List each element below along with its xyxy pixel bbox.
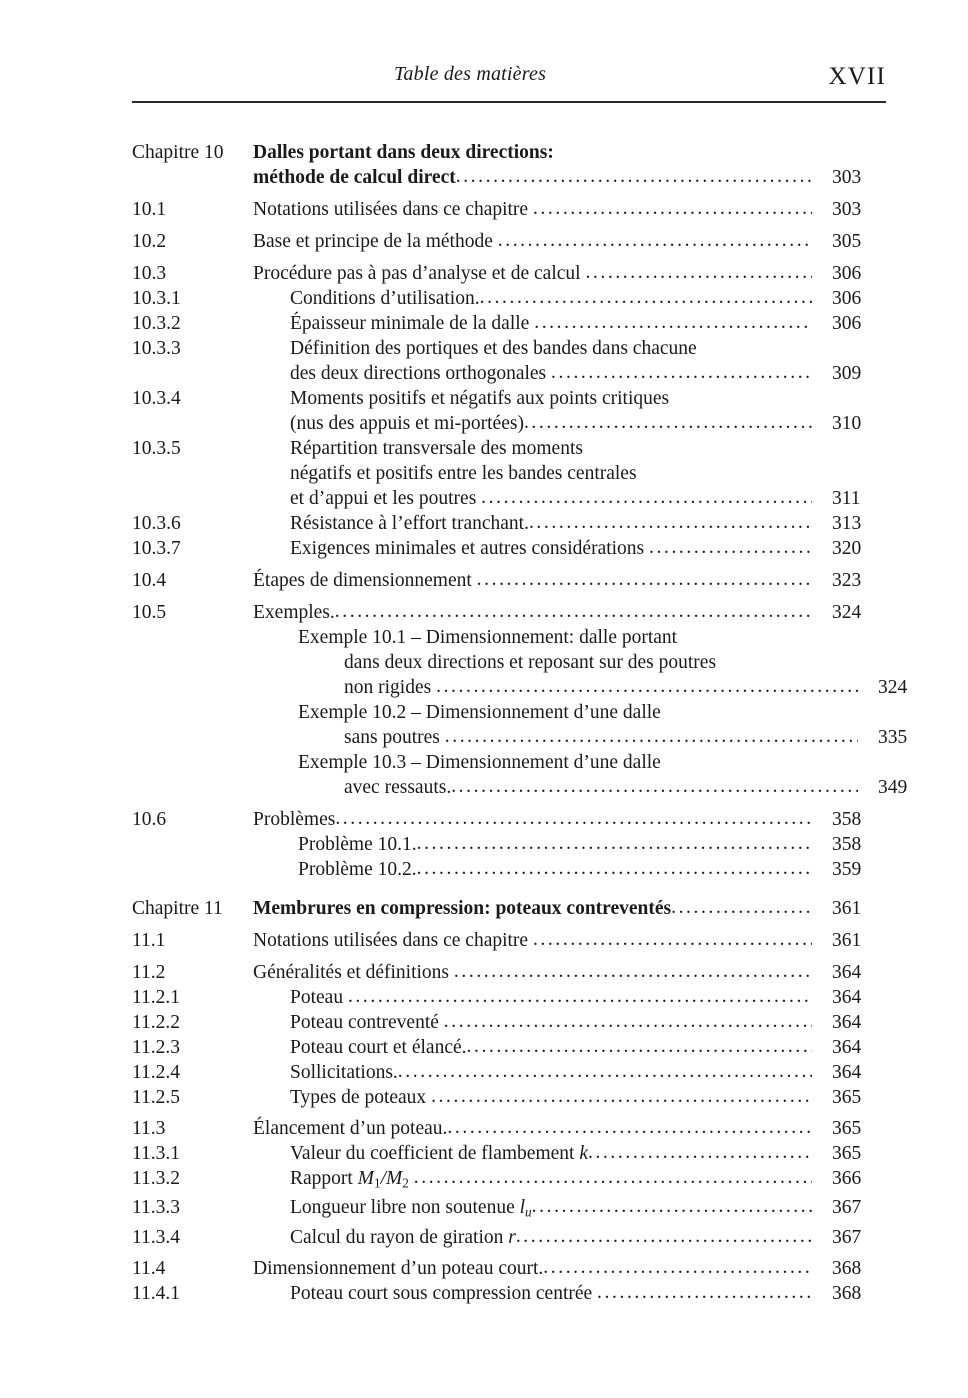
toc-entry-number: 10.3.6 [132,513,181,534]
indent-spacer [132,229,253,254]
dot-leader [543,1255,812,1280]
dot-leader [649,535,812,560]
indent-spacer [132,261,253,286]
chapter-title-block [253,896,886,921]
toc-entry-line [253,1116,886,1141]
indent-spacer [132,1035,290,1060]
toc-entry-label: avec ressauts. [344,777,452,798]
indent-spacer [132,511,290,536]
dot-leader [417,856,812,881]
toc-entry-line [253,197,886,222]
toc-page-number: 309 [832,363,862,384]
toc-entry-label: Types de poteaux [290,1087,432,1108]
dot-leader [456,164,812,189]
toc-page-number: 306 [832,288,862,309]
toc-page-number: 303 [832,199,862,220]
toc-entry-number: 10.3.7 [132,538,181,559]
toc-entry-line [253,165,886,190]
dot-leader [436,674,858,699]
toc-entry-body [298,700,908,750]
dot-leader [431,1084,812,1109]
toc-entry-body [253,261,886,286]
toc-entry-label: dans deux directions et reposant sur des poutres [344,652,721,673]
toc-entry-number: 10.4 [132,570,167,591]
dot-leader [516,1224,812,1249]
toc-entry-body [298,625,908,700]
toc-page-number: 365 [832,1087,862,1108]
toc-entry-label: Longueur libre non soutenue $l_u$ [290,1197,532,1220]
toc-chapter-entry[interactable] [132,140,886,190]
toc-entry-body [290,1085,886,1110]
toc-page-number: 305 [832,231,862,252]
toc-entry-line [290,461,886,486]
toc-entry[interactable] [132,985,886,1010]
toc-entry-body [253,600,886,625]
toc-page-number: 303 [832,167,862,188]
table-of-contents [132,140,908,1306]
toc-entry-body [290,1225,886,1250]
toc-entry-number: 11.3.2 [132,1168,181,1189]
toc-entry-label: Élancement d’un poteau. [253,1118,448,1139]
toc-entry-label: Exemple 10.1 – Dimensionnement: dalle portant [298,627,682,648]
toc-entry-body [253,229,886,254]
toc-entry-line [253,928,886,953]
toc-entry-line [290,311,886,336]
toc-entry[interactable] [132,336,886,386]
toc-page-number: 306 [832,263,862,284]
toc-page-number: 358 [832,809,862,830]
toc-entry-label: Exemples. [253,602,335,623]
toc-entry-body [298,857,886,882]
toc-entry-body [290,511,886,536]
toc-page-number: 349 [878,777,908,798]
toc-entry-label: Poteau court sous compression centrée [290,1282,598,1304]
chapter-label: Chapitre 10 [132,142,224,163]
toc-page-number: 358 [832,834,862,855]
toc-entry-number: 11.1 [132,930,166,951]
dot-leader [417,831,812,856]
toc-entry-body [298,832,886,857]
toc-entry-number: 11.3.3 [132,1197,181,1219]
toc-entry-label: Exemple 10.2 – Dimensionnement d’une dalle [298,702,666,723]
indent-spacer [132,600,253,625]
dot-leader [524,410,812,435]
toc-chapter-entry[interactable] [132,896,886,921]
toc-entry-label: Répartition transversale des moments [290,438,588,459]
dot-leader [498,228,812,253]
toc-entry-number: 10.3.1 [132,288,181,309]
toc-entry[interactable] [132,511,886,536]
dot-leader [534,310,812,335]
indent-spacer [132,197,253,222]
toc-page-number: 311 [832,488,861,509]
toc-entry-line [290,336,886,361]
toc-entry-line [290,536,886,561]
toc-page-number: 313 [832,513,862,534]
toc-page-number: 323 [832,570,862,591]
header-rule [132,101,886,103]
toc-entry-body [253,807,886,832]
toc-entry-label: Conditions d’utilisation. [290,288,480,309]
toc-entry-line [290,1060,886,1085]
toc-page-number: 364 [832,1062,862,1083]
indent-spacer [132,568,253,593]
dot-leader [398,1059,812,1084]
toc-entry-line [253,960,886,985]
toc-entry-line [298,725,932,750]
toc-entry-line [253,807,886,832]
toc-entry-label: Exemple 10.3 – Dimensionnement d’une dalle [298,752,666,773]
indent-spacer [132,1085,290,1110]
toc-entry[interactable] [132,832,886,857]
toc-entry[interactable] [132,750,908,800]
indent-spacer [132,386,290,411]
toc-entry-label: Procédure pas à pas d’analyse et de calcul [253,263,586,284]
toc-entry[interactable] [132,1035,886,1060]
toc-page-number: 368 [832,1282,862,1304]
toc-entry-line [290,1085,886,1110]
toc-entry-number: 10.6 [132,809,167,830]
dot-leader [335,806,812,831]
toc-entry-body [253,197,886,222]
dot-leader [551,360,812,385]
toc-entry-label: (nus des appuis et mi-portées) [290,413,524,434]
toc-entry[interactable] [132,436,886,511]
dot-leader [477,567,812,592]
toc-entry-body [290,1141,886,1166]
toc-entry-body [253,960,886,985]
toc-entry-label: Dalles portant dans deux directions: [253,142,559,163]
toc-entry-label: Problème 10.2. [298,859,417,880]
toc-entry-label: Calcul du rayon de giration r [290,1226,516,1248]
toc-entry[interactable] [132,700,908,750]
toc-entry-label: Membrures en compression: poteaux contreventés [253,898,672,919]
toc-entry-line [290,1141,886,1166]
toc-page-number: 361 [832,898,862,919]
toc-entry-body [253,568,886,593]
indent-spacer [132,286,290,311]
toc-page-number: 366 [832,1168,862,1189]
toc-entry-body [290,336,886,386]
toc-page-number: 365 [832,1143,862,1164]
toc-entry-number: 10.3.2 [132,313,181,334]
toc-entry-body [290,536,886,561]
toc-entry-line [290,286,886,311]
toc-page-number: 324 [878,677,908,698]
indent-spacer [132,436,290,461]
toc-entry-body [253,1256,886,1281]
toc-entry-body [290,1060,886,1085]
toc-entry-line [290,486,886,511]
page-folio: XVII [828,63,886,90]
toc-entry-line [298,832,886,857]
dot-leader [529,510,812,535]
toc-entry-number: 10.5 [132,602,167,623]
dot-leader [533,196,812,221]
toc-entry-line [290,511,886,536]
toc-entry-label: méthode de calcul direct [253,167,456,188]
toc-entry-number: 11.2.2 [132,1012,181,1033]
toc-entry-line [290,411,886,436]
dot-leader [414,1165,812,1190]
toc-entry-number: 11.2.5 [132,1087,181,1108]
toc-entry-label: Poteau court et élancé. [290,1037,467,1058]
indent-spacer [132,1010,290,1035]
toc-page-number: 324 [832,602,862,623]
running-head-title: Table des matières [393,63,547,85]
indent-spacer [132,1195,290,1220]
toc-entry-body [290,1035,886,1060]
toc-page-number: 310 [832,413,862,434]
toc-entry-line [290,1195,886,1224]
toc-entry-line [290,1010,886,1035]
toc-entry-line [298,625,886,650]
toc-entry-label: Étapes de dimensionnement [253,570,477,591]
toc-entry-label: Poteau [290,987,348,1008]
toc-entry-body [298,750,908,800]
indent-spacer [132,1116,253,1141]
indent-spacer [132,1225,290,1250]
toc-entry-line [298,775,932,800]
toc-page-number: 359 [832,859,862,880]
toc-entry[interactable] [132,1281,886,1306]
toc-entry[interactable] [132,960,886,985]
dot-leader [454,959,812,984]
toc-entry[interactable] [132,197,886,222]
toc-entry[interactable] [132,1085,886,1110]
toc-entry-label: sans poutres [344,727,445,748]
toc-entry-label: Rapport $M_1/M_2$ [290,1168,409,1191]
toc-page-number: 320 [832,538,862,559]
toc-entry-label: Base et principe de la méthode [253,231,498,252]
toc-entry-label: et d’appui et les poutres [290,488,482,509]
toc-entry-line [253,140,886,165]
toc-entry[interactable] [132,286,886,311]
indent-spacer [132,311,290,336]
toc-entry[interactable] [132,807,886,832]
toc-entry-body [290,1166,886,1195]
toc-entry-body [290,311,886,336]
toc-entry-label: Problèmes [253,809,336,830]
dot-leader [481,485,812,510]
toc-entry-line [253,229,886,254]
toc-entry-line [290,985,886,1010]
toc-entry-label: Moments positifs et négatifs aux points critiques [290,388,674,409]
toc-entry[interactable] [132,536,886,561]
toc-entry-number: 10.2 [132,231,167,252]
toc-entry-line [290,1035,886,1060]
toc-entry-body [253,1116,886,1141]
toc-entry-body [290,436,886,511]
toc-page-number: 306 [832,313,862,334]
chapter-title-block [253,140,886,190]
toc-entry-label: Poteau contreventé [290,1012,444,1033]
toc-entry[interactable] [132,928,886,953]
toc-entry-line [253,568,886,593]
toc-entry[interactable] [132,1256,886,1281]
indent-spacer [132,1141,290,1166]
toc-entry-body [290,985,886,1010]
dot-leader [444,1009,812,1034]
toc-page-number: 365 [832,1118,862,1139]
toc-entry-line [290,361,886,386]
toc-page-number: 364 [832,962,862,983]
toc-entry-line [253,261,886,286]
toc-entry-body [290,1281,886,1306]
dot-leader [335,599,812,624]
toc-entry-body [253,928,886,953]
toc-entry-label: Valeur du coefficient de flambement k [290,1143,588,1164]
dot-leader [532,1194,812,1219]
toc-entry-label: non rigides [344,677,437,698]
toc-entry-label: Notations utilisées dans ce chapitre [253,930,533,951]
toc-entry[interactable] [132,1166,886,1195]
indent-spacer [132,536,290,561]
toc-entry-number: 11.2.3 [132,1037,181,1058]
toc-entry[interactable] [132,1141,886,1166]
toc-entry-line [290,1281,886,1306]
toc-entry-number: 10.1 [132,199,167,220]
dot-leader [588,1140,812,1165]
dot-leader [467,1034,813,1059]
toc-entry-label: Généralités et définitions [253,962,454,983]
toc-page-number: 361 [832,930,862,951]
toc-entry-line [290,1166,886,1195]
indent-spacer [132,985,290,1010]
chapter-label: Chapitre 11 [132,898,223,919]
toc-entry[interactable] [132,1225,886,1250]
toc-entry[interactable] [132,261,886,286]
toc-entry[interactable] [132,1060,886,1085]
toc-entry-label: Notations utilisées dans ce chapitre [253,199,533,220]
toc-entry-number: 11.2.4 [132,1062,181,1083]
toc-entry-line [298,857,886,882]
toc-page-number: 335 [878,727,908,748]
toc-entry-line [253,600,886,625]
toc-entry-label: Résistance à l’effort tranchant. [290,513,529,534]
toc-entry[interactable] [132,625,908,700]
dot-leader [671,895,812,920]
dot-leader [451,774,858,799]
dot-leader [348,984,812,1009]
header-row [132,63,886,97]
toc-page-number: 364 [832,987,862,1008]
toc-entry[interactable] [132,311,886,336]
toc-entry-line [290,436,886,461]
toc-entry[interactable] [132,857,886,882]
toc-entry-line [253,896,886,921]
dot-leader [445,724,858,749]
toc-entry-number: 11.3.4 [132,1226,181,1248]
toc-entry-line [298,750,886,775]
dot-leader [585,260,812,285]
toc-entry-number: 10.3.3 [132,338,181,359]
toc-page-number: 364 [832,1037,862,1058]
toc-entry-label: Épaisseur minimale de la dalle [290,313,535,334]
toc-entry[interactable] [132,229,886,254]
toc-entry[interactable] [132,386,886,436]
toc-entry-body [290,1010,886,1035]
toc-entry-number: 11.2 [132,962,166,983]
indent-spacer [132,960,253,985]
toc-page-number: 368 [832,1257,862,1279]
toc-entry-line [298,700,886,725]
toc-entry-body [290,386,886,436]
toc-entry-number: 11.3.1 [132,1143,181,1164]
dot-leader [447,1115,812,1140]
toc-entry-label: Problème 10.1. [298,834,417,855]
toc-entry-label: Exigences minimales et autres considérations [290,538,650,559]
indent-spacer [132,336,290,361]
toc-page-number: 367 [832,1226,862,1248]
toc-entry-label: négatifs et positifs entre les bandes centrales [290,463,642,484]
toc-entry[interactable] [132,1116,886,1141]
indent-spacer [132,1256,253,1281]
toc-entry-label: des deux directions orthogonales [290,363,552,384]
page-header [132,63,886,103]
toc-entry-number: 10.3.4 [132,388,181,409]
toc-entry-number: 11.4 [132,1257,166,1279]
toc-entry-line [298,675,932,700]
toc-entry[interactable] [132,1010,886,1035]
dot-leader [480,285,812,310]
dot-leader [597,1280,812,1305]
indent-spacer [132,1060,290,1085]
toc-entry[interactable] [132,568,886,593]
toc-entry-number: 11.3 [132,1118,166,1139]
toc-entry-body [290,1195,886,1224]
indent-spacer [132,807,253,832]
toc-entry-line [253,1256,886,1281]
indent-spacer [132,1281,290,1306]
toc-entry-number: 10.3.5 [132,438,181,459]
toc-entry-number: 11.4.1 [132,1282,181,1304]
indent-spacer [132,928,253,953]
indent-spacer [132,1166,290,1191]
toc-entry-line [298,650,932,675]
toc-page-number: 364 [832,1012,862,1033]
toc-entry-number: 10.3 [132,263,167,284]
toc-entry-line [290,1225,886,1250]
toc-page-number: 367 [832,1197,862,1219]
dot-leader [533,927,812,952]
toc-entry-body [290,286,886,311]
toc-entry-label: Sollicitations. [290,1062,398,1083]
toc-entry-label: Dimensionnement d’un poteau court. [253,1257,544,1279]
toc-entry-label: Définition des portiques et des bandes dans chacune [290,338,702,359]
toc-entry-line [290,386,886,411]
toc-entry[interactable] [132,1195,886,1224]
toc-entry-number: 11.2.1 [132,987,181,1008]
toc-entry[interactable] [132,600,886,625]
